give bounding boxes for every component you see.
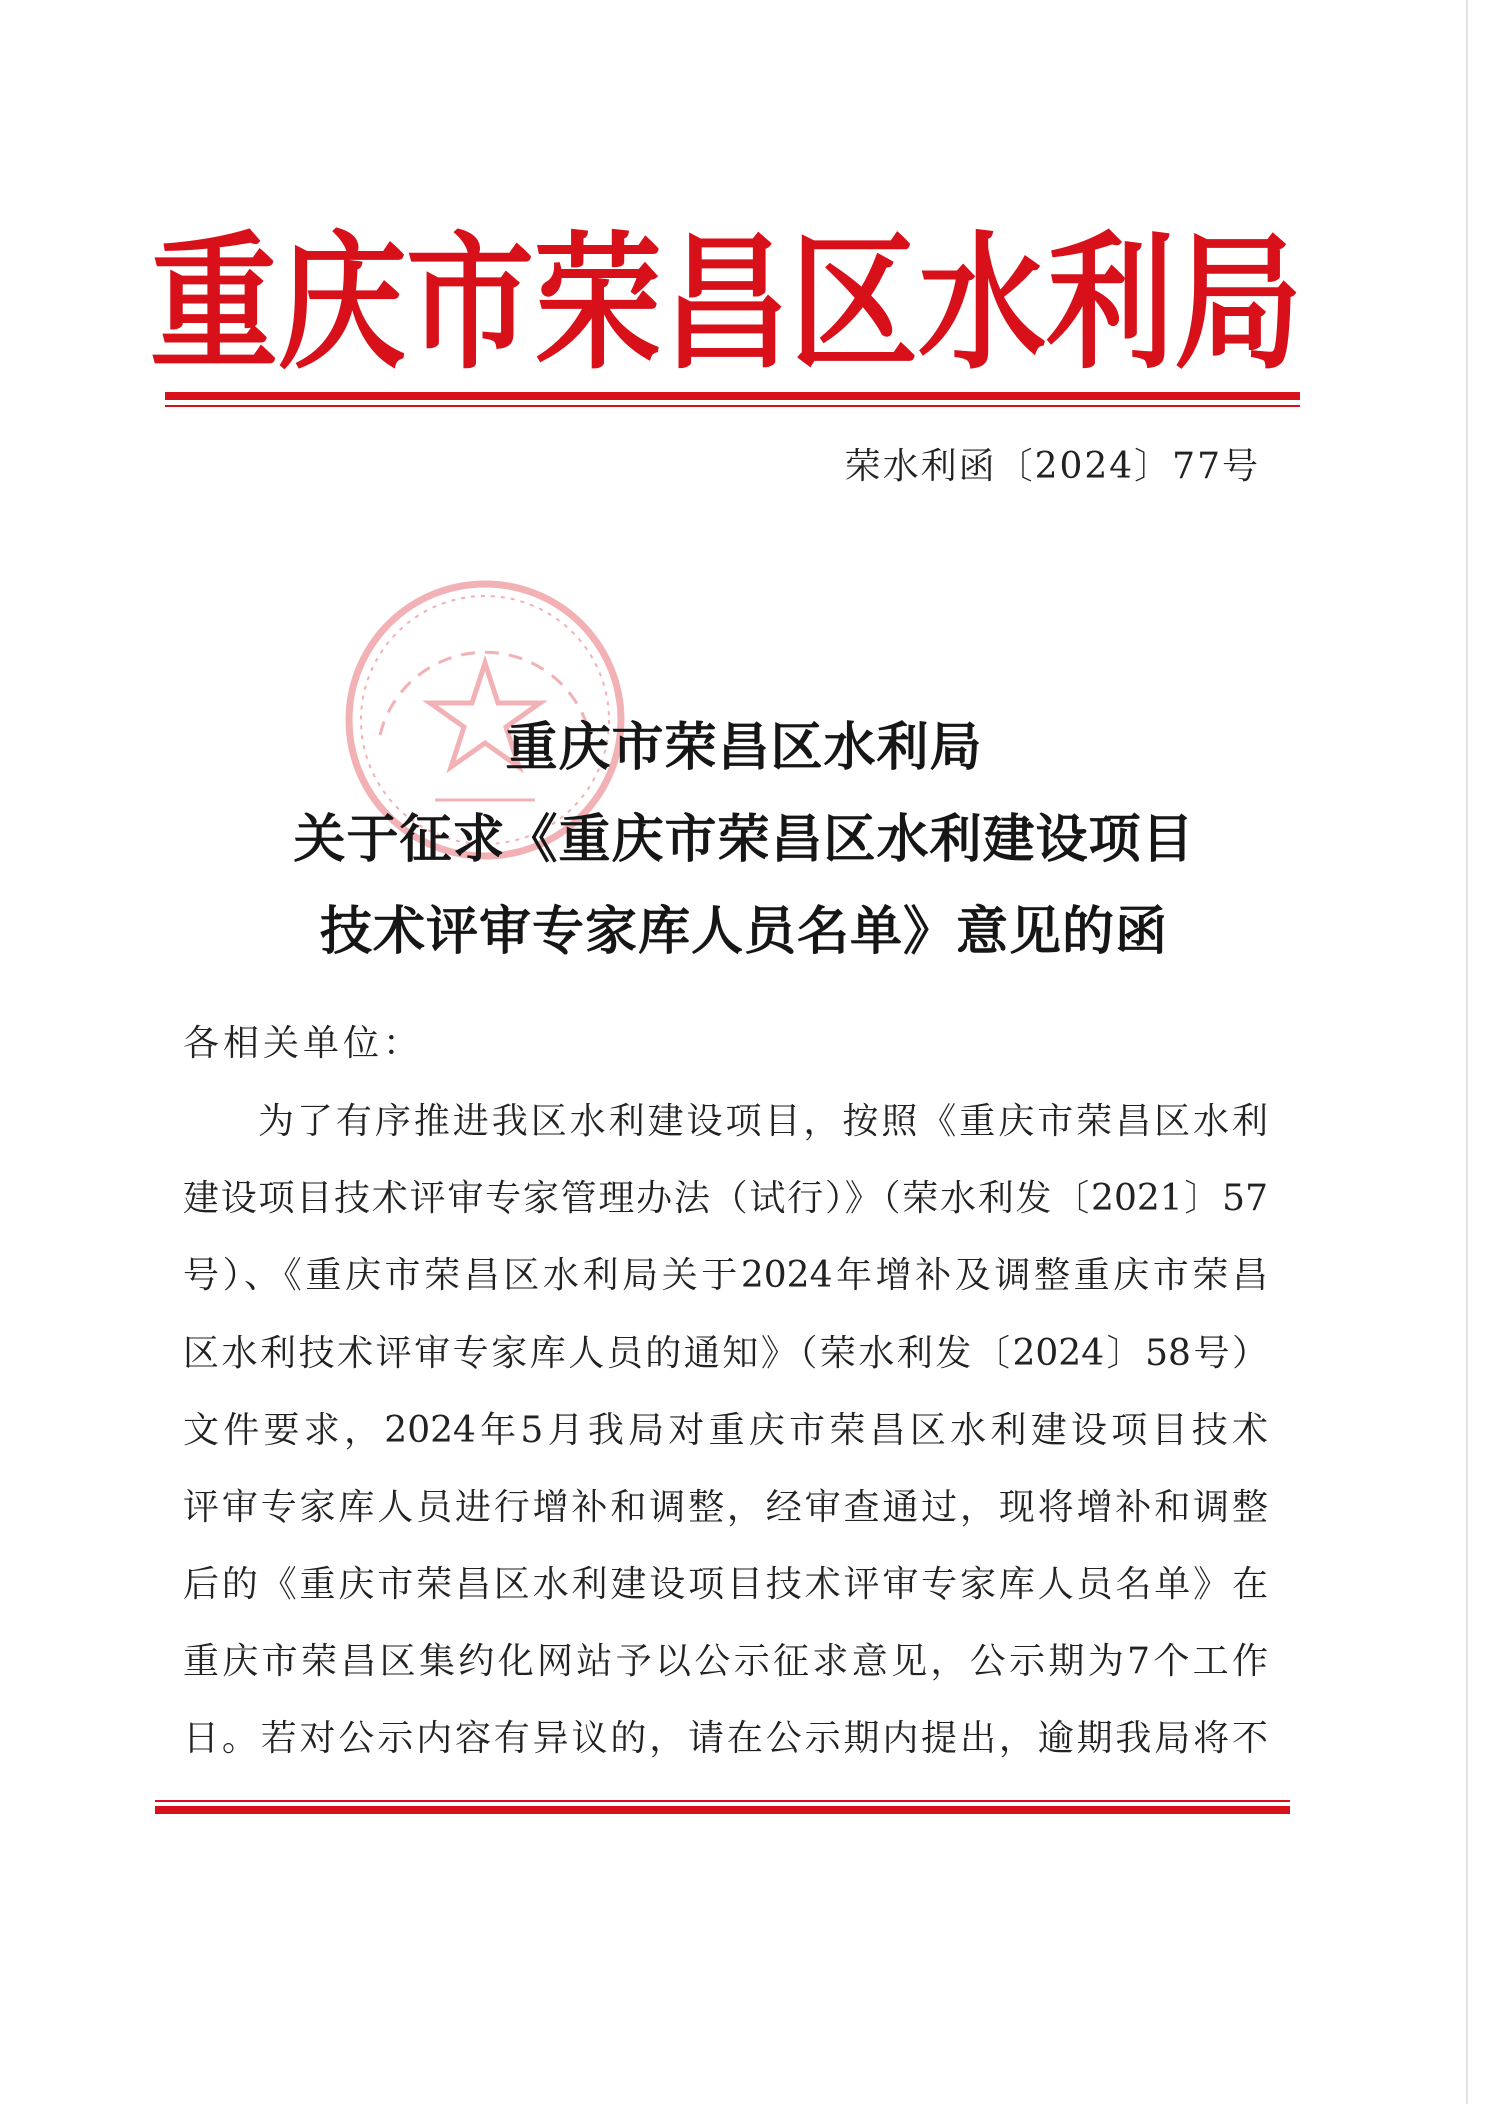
document-number: 荣水利函〔2024〕77号 [844, 446, 1260, 487]
letterhead-char: 局 [1174, 218, 1303, 391]
body-paragraph-line: 重庆市荣昌区集约化网站予以公示征求意见，公示期为7个工作 [183, 1641, 1268, 1682]
letterhead-char: 荣 [534, 218, 663, 391]
letterhead-divider-thin [165, 405, 1300, 407]
body-paragraph-line: 建设项目技术评审专家管理办法（试行）》（荣水利发〔2021〕57 [183, 1178, 1268, 1219]
letterhead-char: 利 [1046, 218, 1175, 391]
salutation: 各相关单位： [183, 1023, 424, 1064]
body-paragraph-line: 评审专家库人员进行增补和调整，经审查通过，现将增补和调整 [183, 1487, 1268, 1528]
body-paragraph-line: 后的《重庆市荣昌区水利建设项目技术评审专家库人员名单》在 [183, 1564, 1268, 1605]
body-paragraph-line: 文件要求，2024年5月我局对重庆市荣昌区水利建设项目技术 [183, 1410, 1268, 1451]
body-paragraph-line: 日。若对公示内容有异议的，请在公示期内提出，逾期我局将不 [183, 1718, 1268, 1759]
body-paragraph-line: 区水利技术评审专家库人员的通知》（荣水利发〔2024〕58号） [183, 1333, 1268, 1374]
letterhead-char: 水 [918, 218, 1047, 391]
body-paragraph-line: 号）、《重庆市荣昌区水利局关于2024年增补及调整重庆市荣昌 [183, 1255, 1268, 1296]
letter-title-line-3: 技术评审专家库人员名单》意见的函 [319, 901, 1168, 962]
letterhead-char: 重 [150, 218, 279, 391]
letterhead-char: 昌 [662, 218, 791, 391]
letterhead-title [150, 218, 1303, 391]
letterhead-char: 庆 [278, 218, 407, 391]
body-paragraph-line: 为了有序推进我区水利建设项目，按照《重庆市荣昌区水利 [258, 1101, 1268, 1142]
footer-divider-thick [155, 1806, 1290, 1814]
letter-title-line-1: 重庆市荣昌区水利局 [505, 717, 983, 778]
page-edge-shadow [1466, 0, 1468, 2104]
letterhead-char: 市 [406, 218, 535, 391]
letter-title-line-2: 关于征求《重庆市荣昌区水利建设项目 [293, 809, 1195, 870]
letterhead-char: 区 [790, 218, 919, 391]
footer-divider-thin [155, 1800, 1290, 1802]
letterhead-divider-thick [165, 392, 1300, 400]
